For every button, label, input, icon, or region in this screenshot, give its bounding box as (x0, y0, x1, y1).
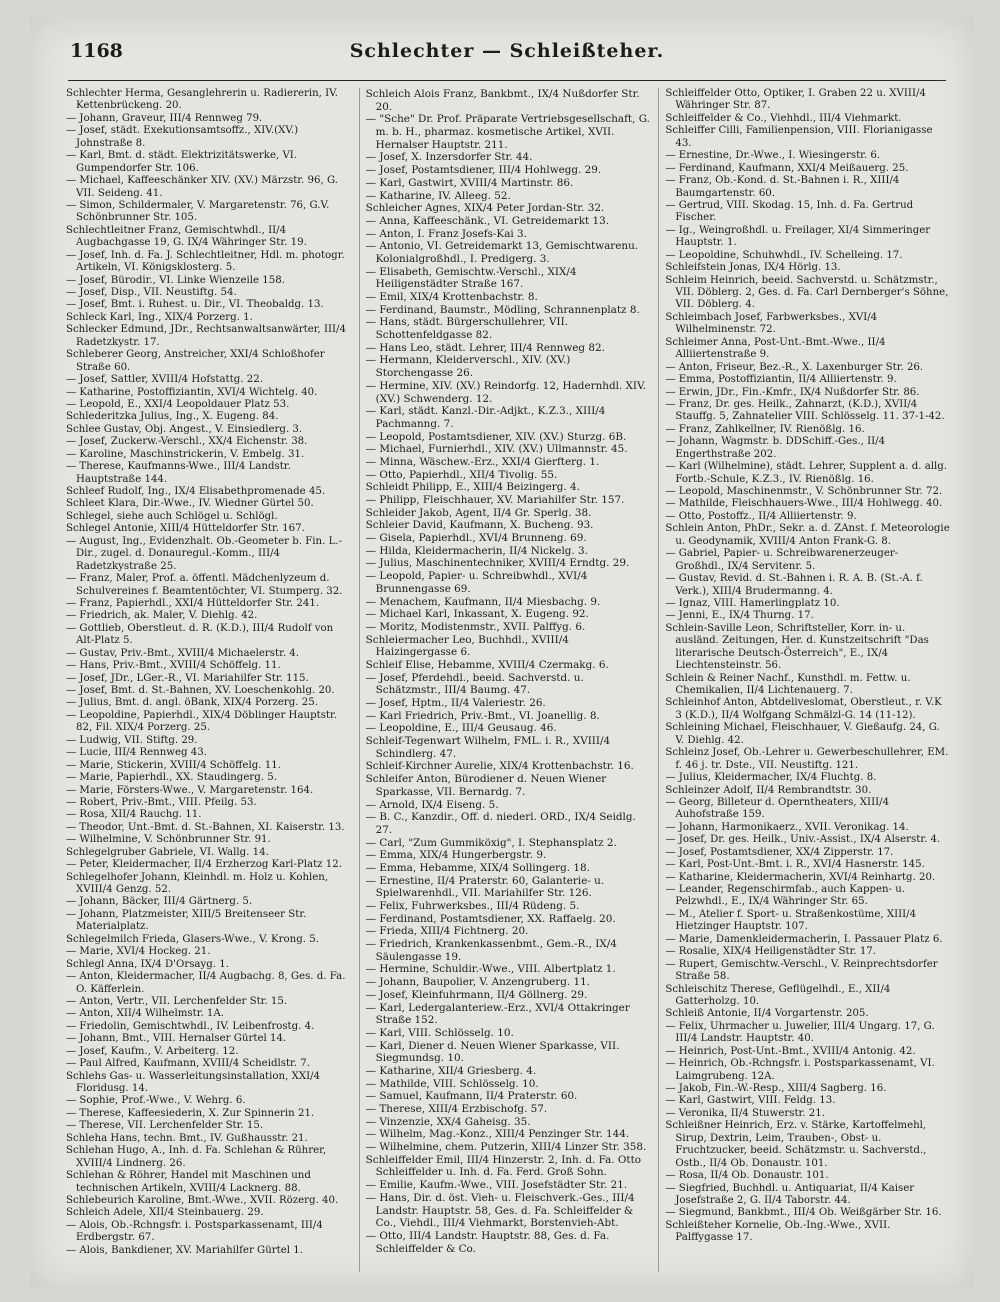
directory-entry: — Rosa, XII/4 Rauchg. 11. (66, 809, 202, 821)
directory-entry: — Friedrich, ak. Maler, V. Diehlg. 42. (66, 610, 258, 622)
entry-columns (66, 88, 950, 1272)
directory-entry: — Wilhelmine, V. Schönbrunner Str. 91. (66, 834, 271, 846)
column-3 (658, 88, 950, 1272)
directory-entry: — Franz, Dr. ges. Heilk., Zahnarzt, (K.D.), XVII/4 Stauffg. 5, Zahnatelier VIII. Schlösselg. 11. 37-1-42. (665, 398, 945, 423)
directory-entry: — Ernestine, Dr.-Wwe., I. Wiesingerstr. 6. (665, 150, 881, 162)
directory-entry: — Therese, Kaffeesiederin, X. Zur Spinnerin 21. (66, 1107, 315, 1119)
directory-entry: — Ferdinand, Kaufmann, XXI/4 Meißauerg. 25. (665, 162, 909, 174)
page-number: 1168 (70, 40, 123, 62)
directory-entry: Schlein-Saville Leon, Schriftsteller, Korr. in- u. ausländ. Zeitungen, Her. d. Kunstzeitschrift "Das literarische Deutsch-Österreich", E., IX/4 Liechtensteinstr. 56. (665, 622, 929, 672)
directory-entry: — Karl (Wilhelmine), städt. Lehrer, Supplent a. d. allg. Fortb.-Schule, K.Z.3., IV. Rienößlg. 16. (665, 461, 948, 485)
directory-entry: — Gottlieb, Oberstleut. d. R. (K.D.), III/4 Rudolf von Alt-Platz 5. (66, 622, 334, 647)
directory-entry: — Leopoldine, Papierhdl., XIX/4 Döblinger Hauptstr. 82, Fil. XIX/4 Porzerg. 25. (66, 709, 338, 734)
directory-entry: — Josef, Disp., VII. Neustiftg. 54. (66, 287, 237, 298)
directory-entry: — Gisela, Papierhdl., XVI/4 Brunneng. 69. (365, 532, 587, 545)
directory-entry: — Marie, Försters-Wwe., V. Margaretenstr. 164. (66, 784, 314, 796)
directory-entry: — Leopoldine, Schuhwhdl., IV. Schelleing. 17. (665, 249, 903, 261)
page-header (70, 40, 944, 76)
directory-entry: — Josef, Kleinfuhrmann, II/4 Göllnerg. 29. (365, 988, 588, 1001)
directory-entry: Schlegel, siehe auch Schlögel u. Schlögl. (66, 510, 278, 522)
directory-entry: — Ferdinand, Postamtsdiener, XX. Raffaelg. 20. (365, 912, 616, 925)
directory-entry: Schleinz Josef, Ob.-Lehrer u. Gewerbeschullehrer, EM. f. 46 j. tr. Dste., VII. Neustiftg. 121. (665, 747, 949, 771)
directory-entry: Schlegelmilch Frieda, Glasers-Wwe., V. Krong. 5. (66, 933, 319, 945)
directory-entry: — Rosalie, XIX/4 Heiligenstädter Str. 17. (665, 946, 877, 958)
directory-entry: Schleif-Tegenwart Wilhelm, FML. i. R., XVIII/4 Schindlerg. 47. (365, 735, 611, 760)
directory-entry: — Johann, Baupolier, V. Anzengruberg. 11. (365, 976, 590, 989)
directory-entry: — Moritz, Modistenmstr., XVII. Palffyg. 6. (365, 620, 586, 633)
directory-entry: Schleberer Georg, Anstreicher, XXI/4 Schloßhofer Straße 60. (66, 349, 325, 373)
directory-entry: — Josef, Bmt. i. Ruhest. u. Dir., VI. Theobaldg. 13. (66, 299, 324, 311)
directory-entry: Schleif-Kirchner Aurelie, XIX/4 Krottenbachstr. 16. (365, 760, 634, 773)
directory-entry: — Ferdinand, Baumstr., Mödling, Schrannenplatz 8. (365, 303, 640, 316)
directory-entry: — Peter, Kleidermacher, II/4 Erzherzog Karl-Platz 12. (66, 859, 342, 871)
directory-entry: — Lucie, III/4 Rennweg 43. (66, 747, 207, 759)
directory-entry: — Emma, Postoffiziantin, II/4 Alliiertenstr. 9. (665, 374, 897, 386)
directory-entry: — Otto, III/4 Landstr. Hauptstr. 88, Ges. d. Fa. Schleiffelder & Co. (365, 1229, 610, 1255)
directory-entry: — Heinrich, Post-Unt.-Bmt., XVIII/4 Antonig. 42. (665, 1045, 916, 1057)
directory-entry: — Friedrich, Krankenkassenbmt., Gem.-R., IX/4 Säulengasse 19. (365, 938, 617, 963)
directory-entry: — Siegfried, Buchhdl. u. Antiquariat, II/4 Kaiser Josefstraße 2, G. II/4 Taborstr. 44. (665, 1182, 915, 1206)
directory-entry: — Julius, Maschinentechniker, XVIII/4 Erndtg. 29. (365, 557, 630, 570)
directory-entry: — Josef, Dr. ges. Heilk., Univ.-Assist., IX/4 Alserstr. 4. (665, 834, 941, 846)
directory-entry: — Anton, Friseur, Bez.-R., X. Laxenburger Str. 26. (665, 361, 924, 373)
directory-entry: — Josef, Hptm., II/4 Valeriestr. 26. (365, 697, 546, 709)
directory-entry: — Therese, VII. Lerchenfelder Str. 15. (66, 1120, 264, 1132)
directory-entry: — Johann, Wagmstr. b. DDSchiff.-Ges., II/4 Engerthstraße 202. (665, 436, 886, 460)
directory-entry: — Josef, Bürodir., VI. Linke Wienzeile 158. (66, 274, 285, 286)
directory-entry: — B. C., Kanzdir., Off. d. niederl. ORD., IX/4 Seidlg. 27. (365, 811, 636, 836)
directory-entry: Schlederitzka Julius, Ing., X. Eugeng. 84. (66, 411, 279, 423)
directory-entry: — Franz, Papierhdl., XXI/4 Hütteldorfer Str. 241. (66, 597, 320, 609)
directory-entry: — Mathilde, Fleischhauers-Wwe., III/4 Hohlwegg. 40. (665, 498, 943, 510)
directory-entry: Schleifer Anton, Bürodiener d. Neuen Wiener Sparkasse, VII. Bernardg. 7. (365, 773, 607, 798)
directory-entry: — Gertrud, VIII. Skodag. 15, Inh. d. Fa. Gertrud Fischer. (665, 199, 914, 224)
directory-entry: — Felix, Uhrmacher u. Juwelier, III/4 Ungarg. 17, G. III/4 Landstr. Hauptstr. 40. (665, 1020, 935, 1045)
directory-entry: — Katharine, XII/4 Griesberg. 4. (365, 1064, 537, 1077)
directory-entry: — Anton, I. Franz Josefs-Kai 3. (365, 227, 527, 240)
directory-entry: — Simon, Schildermaler, V. Margaretenstr. 76, G.V. Schönbrunner Str. 105. (66, 199, 330, 224)
directory-entry: — Johann, Platzmeister, XIII/5 Breitenseer Str. Materialplatz. (66, 908, 307, 933)
directory-entry: Schlee Gustav, Obj. Angest., V. Einsiedlerg. 3. (66, 423, 303, 435)
directory-entry: — Franz, Zahlkellner, IV. Rienößlg. 16. (665, 423, 865, 435)
directory-entry: — Marie, Damenkleidermacherin, I. Passauer Platz 6. (665, 933, 943, 945)
directory-entry: Schleier David, Kaufmann, X. Bucheng. 93. (365, 519, 594, 532)
directory-entry: — Karl, städt. Kanzl.-Dir.-Adjkt., K.Z.3., XIII/4 Pachmanng. 7. (365, 405, 606, 430)
directory-entry: — Hans, Dir. d. öst. Vieh- u. Fleischverk.-Ges., III/4 Landstr. Hauptstr. 58, Ges. d. Fa. Schleiffelder & Co., Viehdl., III/4 Viehmarkt, Borstenvieh-Abt. (365, 1191, 635, 1230)
directory-entry: Schleiermacher Leo, Buchhdl., XVIII/4 Haizingergasse 6. (365, 633, 569, 659)
directory-entry: Schleining Michael, Fleischhauer, V. Gießaufg. 24, G. V. Diehlg. 42. (665, 722, 940, 746)
directory-entry: — Katharine, Postoffiziantin, XVI/4 Wichtelg. 40. (66, 386, 318, 398)
directory-entry: Schleiffelder Emil, III/4 Hinzerstr. 2, Inh. d. Fa. Otto Schleiffelder u. Inh. d. Fa. Ferd. Groß Sohn. (365, 1153, 642, 1179)
directory-entry: — Josef, Sattler, XVIII/4 Hofstattg. 22. (66, 374, 263, 386)
directory-entry: — Katharine, Kleidermacherin, XVI/4 Reinhartg. 20. (665, 871, 936, 883)
directory-entry: — Johann, Bmt., VIII. Hernalser Gürtel 14. (66, 1033, 287, 1045)
directory-entry: — Mathilde, VIII. Schlösselg. 10. (365, 1077, 539, 1090)
directory-entry: — Gustav, Revid. d. St.-Bahnen i. R. A. B. (St.-A. f. Verk.), XIII/4 Brudermanng. 4. (665, 573, 923, 597)
directory-entry: — Michael Karl, Inkassant, X. Eugeng. 92. (365, 608, 589, 621)
directory-entry: Schleischitz Therese, Geflügelhdl., E., XII/4 Gatterholzg. 10. (665, 983, 891, 1007)
directory-entry: — Frieda, XIII/4 Fichtnerg. 20. (365, 925, 529, 938)
directory-entry: — Rosa, II/4 Ob. Donaustr. 101. (665, 1170, 829, 1182)
directory-entry: Schlecker Edmund, JDr., Rechtsanwaltsanwärter, III/4 Radetzkystr. 17. (66, 324, 346, 348)
directory-entry: Schleha Hans, techn. Bmt., IV. Gußhausstr. 21. (66, 1132, 308, 1144)
directory-entry: — Ludwig, VII. Stiftg. 29. (66, 734, 198, 746)
directory-entry: — Anton, XII/4 Wilhelmstr. 1A. (66, 1008, 225, 1020)
directory-entry: — Erwin, JDr., Fin.-Kmfr., IX/4 Nußdorfer Str. 86. (665, 386, 920, 398)
directory-entry: — Michael, Furnierhdl., XIV. (XV.) Ullmannstr. 45. (365, 443, 628, 456)
directory-entry: — "Sche" Dr. Prof. Präparate Vertriebsgesellschaft, G. m. b. H., pharmaz. kosmetische Artikel, XVII. Hernalser Hauptstr. 211. (365, 113, 650, 151)
directory-entry: Schlegelgruber Gabriele, VI. Wallg. 14. (66, 846, 269, 858)
directory-entry: Schleck Karl, Ing., XIX/4 Porzerg. 1. (66, 311, 253, 323)
directory-entry: — Otto, Papierhdl., XII/4 Tivolig. 55. (365, 468, 558, 481)
directory-entry: — Emma, Hebamme, XIX/4 Sollingerg. 18. (365, 861, 590, 874)
directory-entry: — Karl, VIII. Schlösselg. 10. (365, 1026, 514, 1039)
directory-entry: — Anton, Kleidermacher, II/4 Augbachg. 8, Ges. d. Fa. O. Käfferlein. (66, 971, 346, 995)
directory-entry: — Therese, XIII/4 Erzbischofg. 57. (365, 1103, 548, 1115)
directory-entry: Schleiß Antonie, II/4 Vorgartenstr. 205. (665, 1008, 869, 1020)
column-1 (66, 88, 351, 1272)
directory-entry: Schlehan & Röhrer, Handel mit Maschinen und technischen Artikeln, XVIII/4 Lacknerg. 88. (66, 1170, 311, 1194)
directory-entry: — Johann, Harmonikaerz., XVII. Veronikag. 14. (665, 821, 909, 833)
directory-entry: — Josef, Postamtsdiener, III/4 Hohlwegg. 29. (365, 164, 602, 177)
directory-entry: — Friedolin, Gemischtwhdl., IV. Leibenfrostg. 4. (66, 1020, 315, 1032)
directory-entry: — Veronika, II/4 Stuwerstr. 21. (665, 1107, 825, 1119)
directory-entry: Schlegelhofer Johann, Kleinhdl. m. Holz u. Kohlen, XVIII/4 Genzg. 52. (66, 871, 329, 895)
directory-entry: — Karl, Diener d. Neuen Wiener Sparkasse, VII. Siegmundsg. 10. (365, 1039, 620, 1065)
directory-entry: — Julius, Kleidermacher, IX/4 Fluchtg. 8. (665, 772, 877, 784)
directory-entry: Schlechtleitner Franz, Gemischtwhdl., II/4 Augbachgasse 19, G. IX/4 Währinger Str. 19. (66, 224, 307, 249)
directory-entry: — Menachem, Kaufmann, II/4 Miesbachg. 9. (365, 595, 601, 608)
directory-entry: — Karl Friedrich, Priv.-Bmt., VI. Joanellig. 8. (365, 709, 600, 722)
directory-entry: — Leopold, E., XXI/4 Leopoldauer Platz 53. (66, 398, 290, 410)
directory-entry: — Michael, Kaffeeschänker XIV. (XV.) Märzstr. 96, G. VII. Seideng. 41. (66, 175, 338, 199)
directory-entry: — Hilda, Kleidermacherin, II/4 Nickelg. 3. (365, 544, 588, 557)
directory-entry: — Hans, städt. Bürgerschullehrer, VII. Schottenfeldgasse 82. (365, 316, 569, 342)
directory-entry: — Leopold, Maschinenmstr., V. Schönbrunner Str. 72. (665, 486, 943, 497)
directory-entry: — Karl, Gastwirt, XVIII/4 Martinstr. 86. (365, 176, 574, 189)
directory-entry: — Gustav, Priv.-Bmt., XVIII/4 Michaelerstr. 4. (66, 647, 300, 659)
directory-entry: — Ernestine, II/4 Praterstr. 60, Galanterie- u. Spielwarenhdl., VII. Mariahilfer Str. 126. (365, 874, 605, 900)
directory-entry: — Heinrich, Ob.-Rchngsfr. i. Postsparkassenamt, VI. Laimgrubeng. 12A. (665, 1058, 935, 1082)
directory-entry: — Josef, Bmt. d. St.-Bahnen, XV. Loeschenkohlg. 20. (66, 685, 335, 696)
directory-entry: — Sophie, Prof.-Wwe., V. Wehrg. 6. (66, 1095, 246, 1107)
directory-entry: Schleinhof Anton, Abtdeliveslomat, Oberstleut., r. V.K 3 (K.D.), II/4 Wolfgang Schmälzl-G. 14 (11-12). (665, 697, 942, 721)
directory-entry: — Josef, Pferdehdl., beeid. Sachverstd. u. Schätzmstr., III/4 Baumg. 47. (365, 671, 584, 697)
directory-entry: — Alois, Ob.-Rchngsfr. i. Postsparkassenamt, III/4 Erdbergstr. 67. (66, 1219, 323, 1244)
directory-entry: — Otto, Postoffz., II/4 Alliiertenstr. 9. (665, 510, 857, 522)
directory-entry: — Hans Leo, städt. Lehrer, III/4 Rennweg 82. (365, 341, 605, 354)
directory-entry: Schleef Rudolf, Ing., IX/4 Elisabethpromenade 45. (66, 486, 326, 497)
directory-entry: Schleiffelder & Co., Viehhdl., III/4 Viehmarkt. (665, 112, 902, 124)
running-head: Schlechter — Schleißteher. (349, 40, 665, 62)
directory-entry: Schlein Anton, PhDr., Sekr. a. d. ZAnst. f. Meteorologie u. Geodynamik, XVIII/4 Anton Frank-G. 8. (665, 523, 950, 547)
directory-entry: — Hermine, Schuldir.-Wwe., VIII. Albertplatz 1. (365, 963, 616, 976)
directory-entry: Schleim Heinrich, beeid. Sachverstd. u. Schätzmstr., VII. Döblerg. 2, Ges. d. Fa. Carl Dernberger's Söhne, VII. Döblerg. 4. (665, 274, 949, 311)
directory-entry: — Felix, Fuhrwerksbes., III/4 Rüdeng. 5. (365, 900, 580, 912)
directory-entry: — Georg, Billeteur d. Operntheaters, XIII/4 Auhofstraße 159. (665, 796, 890, 821)
directory-entry: — Leopoldine, E., III/4 Geusaug. 46. (365, 722, 557, 735)
directory-entry: Schleich Adele, XII/4 Steinbauerg. 29. (66, 1207, 264, 1219)
directory-entry: — Johann, Bäcker, III/4 Gärtnerg. 5. (66, 896, 253, 908)
directory-entry: — Alois, Bankdiener, XV. Mariahilfer Gürtel 1. (66, 1244, 303, 1256)
directory-entry: Schleicher Agnes, XIX/4 Peter Jordan-Str. 32. (365, 202, 605, 215)
directory-entry: — Elisabeth, Gemischtw.-Verschl., XIX/4 Heiligenstädter Straße 167. (365, 265, 577, 291)
directory-entry: — Leopold, Papier- u. Schreibwhdl., XVI/4 Brunnengasse 69. (365, 570, 588, 595)
directory-entry: Schleimbach Josef, Farbwerksbes., XVI/4 Wilhelminenstr. 72. (665, 311, 878, 336)
directory-entry: — Josef, Kaufm., V. Arbeiterg. 12. (66, 1045, 239, 1057)
directory-entry: Schleider Jakob, Agent, II/4 Gr. Sperlg. 38. (365, 506, 592, 519)
directory-entry: — Josef, Zuckerw.-Verschl., XX/4 Eichenstr. 38. (66, 436, 308, 448)
directory-entry: — Carl, "Zum Gummiköxig", I. Stephansplatz 2. (365, 836, 617, 849)
directory-entry: — Minna, Wäschew.-Erz., XXI/4 Gierfterg. 1. (365, 455, 600, 468)
directory-entry: — Rupert, Gemischtw.-Verschl., V. Reinprechtsdorfer Straße 58. (665, 958, 938, 983)
directory-entry: — Emil, XIX/4 Krottenbachstr. 8. (365, 291, 538, 303)
directory-entry: — Julius, Bmt. d. angl. öBank, XIX/4 Porzerg. 25. (66, 697, 318, 709)
directory-entry: — Samuel, Kaufmann, II/4 Praterstr. 60. (365, 1090, 578, 1103)
directory-entry: Schleißteher Kornelie, Ob.-Ing.-Wwe., XVII. Palffygasse 17. (665, 1219, 891, 1244)
directory-entry: Schleif Elise, Hebamme, XVIII/4 Czermakg. 6. (365, 658, 609, 671)
directory-entry: — Hermine, XIV. (XV.) Reindorfg. 12, Hadernhdl. XIV. (XV.) Schwenderg. 12. (365, 379, 647, 405)
directory-entry: Schlechter Herma, Gesanglehrerin u. Radiererin, IV. Kettenbrückeng. 20. (66, 88, 338, 112)
directory-entry: — Anna, Kaffeeschänk., VI. Getreidemarkt 13. (365, 214, 610, 227)
directory-entry: — Josef, JDr., LGer.-R., VI. Mariahilfer Str. 115. (66, 672, 309, 684)
directory-entry: Schlegl Anna, IX/4 D'Orsayg. 1. (66, 958, 229, 970)
directory-entry: — Josef, Postamtsdiener, XX/4 Zipperstr. 17. (665, 846, 894, 858)
directory-entry: — Franz, Ob.-Kond. d. St.-Bahnen i. R., XIII/4 Baumgartenstr. 60. (665, 175, 900, 199)
directory-entry: Schlein & Reiner Nachf., Kunsthdl. m. Fettw. u. Chemikalien, II/4 Lichtenauerg. 7. (665, 672, 911, 696)
directory-entry: — Leander, Regenschirmfab., auch Kappen- u. Pelzwhdl., E., IX/4 Währinger Str. 65. (665, 884, 906, 908)
directory-entry: Schlebeurich Karoline, Bmt.-Wwe., XVII. Rözerg. 40. (66, 1194, 339, 1206)
directory-entry: — Siegmund, Bankbmt., III/4 Ob. Weißgärber Str. 16. (665, 1207, 942, 1219)
directory-entry: — Wilhelmine, chem. Putzerin, XIII/4 Linzer Str. 358. (365, 1141, 647, 1154)
header-rule (68, 80, 946, 81)
directory-entry: — Karoline, Maschinstrickerin, V. Embelg. 31. (66, 448, 305, 460)
directory-entry: — Theodor, Unt.-Bmt. d. St.-Bahnen, XI. Kaiserstr. 13. (66, 821, 345, 833)
directory-entry: — Therese, Kaufmanns-Wwe., III/4 Landstr. Hauptstraße 144. (66, 461, 291, 485)
directory-entry: — Wilhelm, Mag.-Konz., XIII/4 Penzinger Str. 144. (365, 1128, 630, 1141)
directory-entry: — Antonio, VI. Getreidemarkt 13, Gemischtwarenu. Kolonialgroßhdl., I. Predigerg. 3. (365, 240, 639, 265)
directory-entry: Schleet Klara, Dir.-Wwe., IV. Wiedner Gürtel 50. (66, 498, 314, 510)
directory-entry: — Ignaz, VIII. Hamerlingplatz 10. (665, 597, 840, 609)
directory-entry: Schlehs Gas- u. Wasserleitungsinstallation, XXI/4 Floridusg. 14. (66, 1070, 321, 1094)
directory-entry: — Johann, Graveur, III/4 Rennweg 79. (66, 112, 263, 124)
directory-entry: — Josef, X. Inzersdorfer Str. 44. (365, 151, 533, 164)
directory-entry: — Karl, Gastwirt, VIII. Feldg. 13. (665, 1095, 836, 1107)
directory-entry: — Emma, XIX/4 Hungerbergstr. 9. (365, 849, 547, 862)
column-2 (359, 88, 651, 1272)
directory-entry: — Marie, XVI/4 Hockeg. 21. (66, 946, 211, 958)
directory-entry: — Josef, Inh. d. Fa. J. Schlechtleitner, Hdl. m. photogr. Artikeln, VI. Königsklosterg. 5. (66, 249, 345, 274)
directory-entry: Schleich Alois Franz, Bankbmt., IX/4 Nußdorfer Str. 20. (365, 88, 640, 113)
directory-entry: Schleinzer Adolf, II/4 Rembrandtstr. 30. (665, 784, 872, 796)
directory-entry: — Emilie, Kaufm.-Wwe., VIII. Josefstädter Str. 21. (365, 1179, 628, 1192)
directory-entry: — Vinzenzie, XX/4 Gaheisg. 35. (365, 1115, 531, 1128)
directory-entry: Schleidt Philipp, E., XIII/4 Beizingerg. 4. (365, 481, 580, 494)
directory-entry: Schleißner Heinrich, Erz. v. Stärke, Kartoffelmehl, Sirup, Dextrin, Leim, Trauben-, Obst- u. Fruchtzucker, beeid. Schätzmstr. u. Sachverstd., Ostb., II/4 Ob. Donaustr. 101. (665, 1120, 927, 1169)
directory-entry: — Philipp, Fleischhauer, XV. Mariahilfer Str. 157. (365, 494, 625, 506)
directory-entry: Schleiffelder Otto, Optiker, I. Graben 22 u. XVIII/4 Währinger Str. 87. (665, 88, 926, 112)
directory-entry: — Jakob, Fin.-W.-Resp., XIII/4 Sagberg. 16. (665, 1083, 887, 1094)
directory-entry: — Robert, Priv.-Bmt., VIII. Pfeilg. 53. (66, 796, 257, 808)
directory-entry: — Anton, Vertr., VII. Lerchenfelder Str. 15. (66, 995, 288, 1007)
directory-entry: — Ig., Weingroßhdl. u. Freilager, XI/4 Simmeringer Hauptstr. 1. (665, 224, 931, 249)
directory-entry: — Marie, Stickerin, XVIII/4 Schöffelg. 11. (66, 759, 281, 771)
directory-entry: — Marie, Papierhdl., XX. Staudingerg. 5. (66, 772, 277, 784)
directory-entry: — Hans, Priv.-Bmt., XVIII/4 Schöffelg. 11. (66, 660, 281, 672)
directory-entry: — August, Ing., Evidenzhalt. Ob.-Geometer b. Fin. L.-Dir., zugel. d. Donauregul.-Komm., III/4 Radetzkystraße 25. (66, 535, 343, 572)
directory-entry: — Josef, städt. Exekutionsamtsoffz., XIV.(XV.) Johnstraße 8. (66, 125, 299, 149)
directory-entry: — Jenni, E., IX/4 Thurng. 17. (665, 610, 814, 622)
directory-entry: — Gabriel, Papier- u. Schreibwarenerzeuger- Großhdl., IX/4 Servitenr. 5. (665, 548, 899, 572)
directory-entry: — M., Atelier f. Sport- u. Straßenkostüme, XIII/4 Hietzinger Hauptstr. 107. (665, 908, 917, 933)
directory-entry: Schleiffer Cilli, Familienpension, VIII. Florianigasse 43. (665, 125, 933, 149)
directory-page (30, 18, 974, 1288)
directory-entry: Schleifstein Jonas, IX/4 Hörlg. 13. (665, 262, 841, 274)
directory-entry: — Leopold, Postamtsdiener, XIV. (XV.) Sturzg. 6B. (365, 430, 627, 443)
directory-entry: Schlehan Hugo, A., Inh. d. Fa. Schlehan & Rührer, XVIII/4 Lindnerg. 26. (66, 1145, 327, 1169)
directory-entry: — Katharine, IV. Alleeg. 52. (365, 189, 511, 202)
directory-entry: Schlegel Antonie, XIII/4 Hütteldorfer Str. 167. (66, 523, 305, 535)
directory-entry: — Franz, Maler, Prof. a. öffentl. Mädchenlyzeum d. Schulvereines f. Beamtentöchter, VI. Stumperg. 32. (66, 573, 343, 597)
directory-entry: — Arnold, IX/4 Eiseng. 5. (365, 798, 499, 811)
directory-entry: — Hermann, Kleiderverschl., XIV. (XV.) Storchengasse 26. (365, 354, 571, 380)
directory-entry: — Paul Alfred, Kaufmann, XVIII/4 Scheidlstr. 7. (66, 1058, 311, 1070)
directory-entry: — Karl, Post-Unt.-Bmt. i. R., XVI/4 Hasnerstr. 145. (665, 859, 925, 871)
directory-entry: Schleimer Anna, Post-Unt.-Bmt.-Wwe., II/4 Alliiertenstraße 9. (665, 336, 886, 361)
directory-entry: — Karl, Ledergalanteriew.-Erz., XVI/4 Ottakringer Straße 152. (365, 1001, 630, 1027)
directory-entry: — Karl, Bmt. d. städt. Elektrizitätswerke, VI. Gumpendorfer Str. 106. (66, 150, 298, 174)
